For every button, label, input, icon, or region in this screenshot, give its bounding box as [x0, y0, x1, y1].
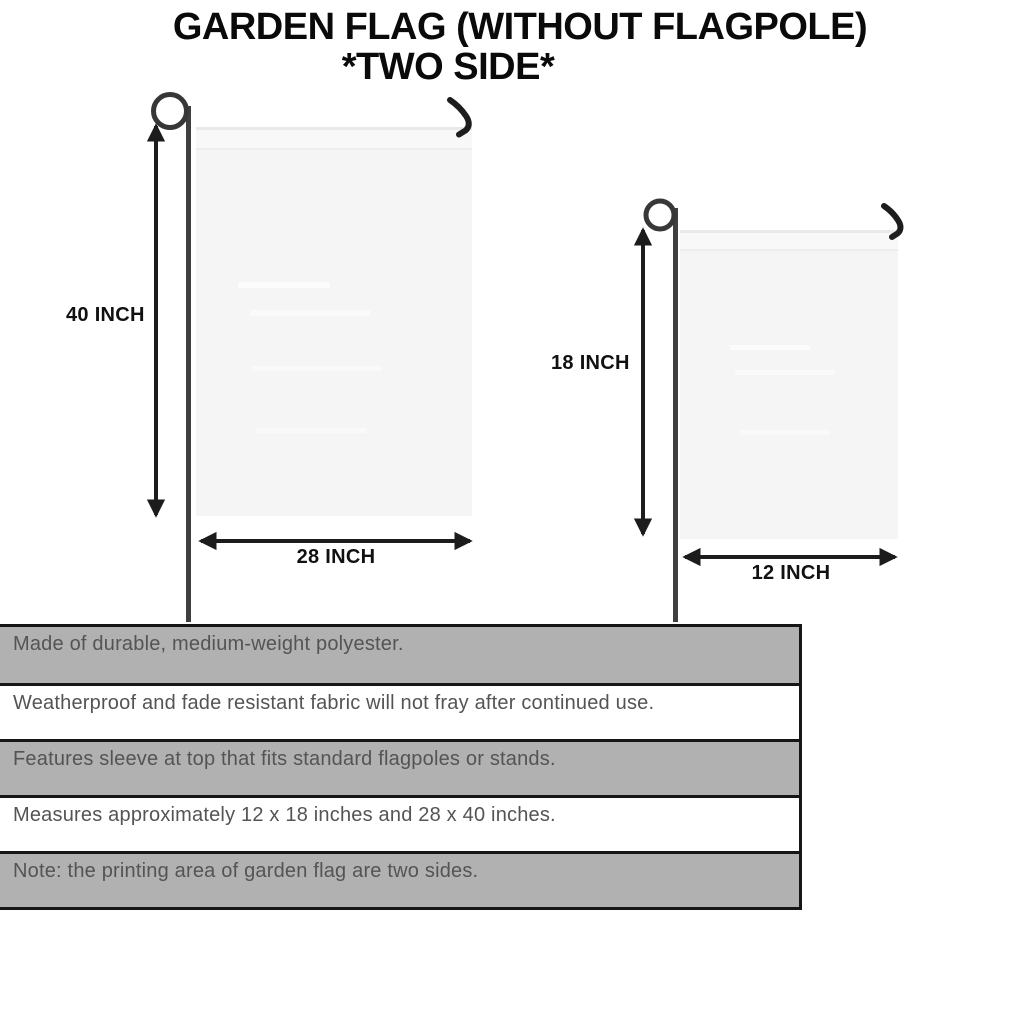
large-flag-width-label: 28 INCH — [296, 546, 376, 568]
small-flag-width-label: 12 INCH — [751, 562, 831, 584]
small-flagpole-loop-icon — [646, 201, 674, 229]
small-flag-sleeve — [680, 233, 898, 249]
fabric-streak — [730, 345, 810, 350]
fabric-streak — [735, 370, 835, 375]
large-flagpole-loop-icon — [154, 95, 187, 128]
large-flag-group — [154, 95, 473, 623]
fabric-streak — [250, 310, 370, 316]
feature-row-note: Note: the printing area of garden flag are two sides. — [0, 851, 799, 907]
fabric-streak — [238, 282, 330, 288]
feature-row-measures: Measures approximately 12 x 18 inches and 28 x 40 inches. — [0, 795, 799, 851]
small-flag-sleeve-line — [680, 249, 898, 251]
feature-row-sleeve: Features sleeve at top that fits standard flagpoles or stands. — [0, 739, 799, 795]
large-flag-sleeve-line — [196, 148, 472, 150]
large-flag-sleeve — [196, 130, 472, 148]
large-flag-top-edge — [196, 127, 472, 130]
fabric-streak — [256, 428, 366, 433]
small-flag-height-label: 18 INCH — [551, 352, 630, 374]
feature-row-material: Made of durable, medium-weight polyester. — [0, 627, 799, 683]
large-flag-panel — [196, 127, 472, 516]
small-flag-top-edge — [680, 230, 898, 233]
page-title: GARDEN FLAG (WITHOUT FLAGPOLE) — [172, 6, 868, 48]
large-flag-height-label: 40 INCH — [66, 304, 145, 326]
fabric-streak — [252, 366, 382, 371]
small-flag-group — [643, 201, 900, 622]
small-flag-panel — [680, 230, 898, 539]
page-subtitle: *TWO SIDE* — [341, 46, 555, 88]
feature-row-weatherproof: Weatherproof and fade resistant fabric will not fray after continued use. — [0, 683, 799, 739]
fabric-streak — [740, 430, 830, 435]
features-table — [0, 624, 802, 910]
